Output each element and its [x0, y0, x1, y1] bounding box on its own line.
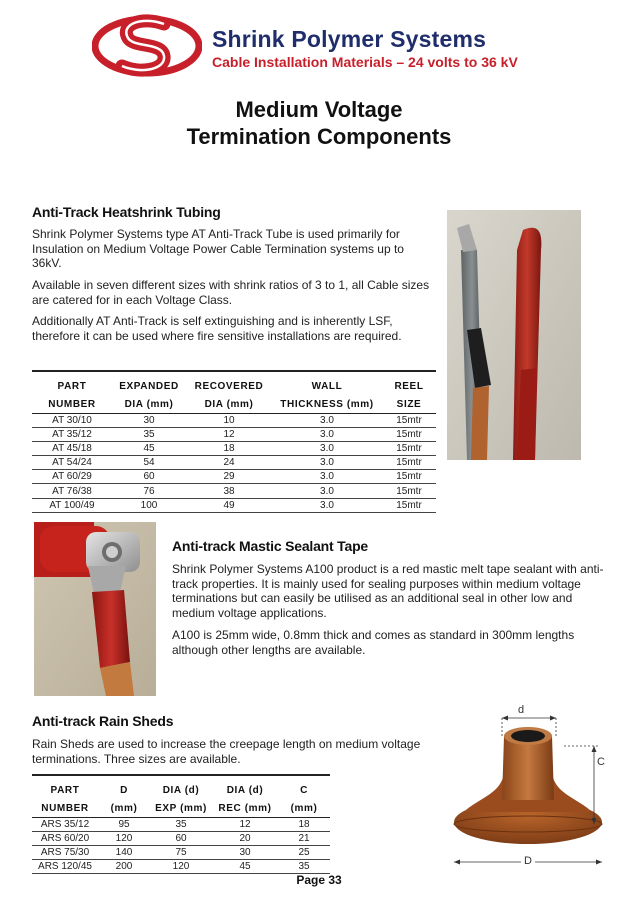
table-row: [32, 498, 436, 512]
sheds-col-header: (mm): [278, 799, 330, 818]
table-cell: ARS 35/12: [32, 818, 98, 832]
table-cell: 15mtr: [382, 484, 436, 498]
table-row: [32, 846, 330, 860]
sheds-col-header: C: [300, 784, 308, 796]
sheds-col-header: REC (mm): [212, 799, 278, 818]
sheds-paragraph-1: Rain Sheds are used to increase the creepage length on medium voltage terminations. Three sizes are available.: [32, 737, 421, 766]
table-cell: 10: [186, 414, 272, 428]
table-cell: 3.0: [272, 442, 382, 456]
table-cell: 35: [278, 860, 330, 874]
table-row: [32, 428, 436, 442]
tubing-paragraph-2: Available in seven different sizes with shrink ratios of 3 to 1, all Cable sizes are catered for in each Voltage Class.: [32, 278, 430, 307]
table-cell: AT 45/18: [32, 442, 112, 456]
tubing-col-header: RECOVERED: [194, 380, 264, 392]
tubing-col-header: NUMBER: [32, 395, 112, 414]
rain-shed-diagram: [444, 700, 614, 870]
table-cell: 15mtr: [382, 498, 436, 512]
tubing-col-header: DIA (mm): [112, 395, 186, 414]
table-cell: 20: [212, 832, 278, 846]
table-cell: ARS 120/45: [32, 860, 98, 874]
table-cell: 12: [186, 428, 272, 442]
table-cell: ARS 60/20: [32, 832, 98, 846]
mastic-paragraph-1: Shrink Polymer Systems A100 product is a red mastic melt tape sealant with anti-track properties. It is mainly used for sealing purposes within medium voltage terminations but can easily be utilised as an additional seal in other low and medium voltage applications.: [172, 562, 604, 620]
table-cell: 95: [98, 818, 150, 832]
company-tagline: Cable Installation Materials – 24 volts to 36 kV: [212, 54, 518, 70]
table-row: [32, 484, 436, 498]
table-cell: 3.0: [272, 498, 382, 512]
heatshrink-tubing-photo: [447, 210, 581, 460]
table-cell: 3.0: [272, 456, 382, 470]
table-cell: 24: [186, 456, 272, 470]
tubing-col-header: EXPANDED: [119, 380, 179, 392]
table-cell: 15mtr: [382, 470, 436, 484]
table-row: [32, 414, 436, 428]
table-cell: 29: [186, 470, 272, 484]
table-cell: 30: [212, 846, 278, 860]
company-logo: [92, 10, 202, 80]
table-cell: 18: [186, 442, 272, 456]
sheds-col-header: (mm): [98, 799, 150, 818]
table-cell: 45: [112, 442, 186, 456]
table-cell: 45: [212, 860, 278, 874]
table-cell: 3.0: [272, 428, 382, 442]
sheds-col-header: NUMBER: [32, 799, 98, 818]
table-cell: 18: [278, 818, 330, 832]
mastic-paragraph-2: A100 is 25mm wide, 0.8mm thick and comes as standard in 300mm lengths although other lengths are available.: [172, 628, 575, 657]
table-cell: 120: [98, 832, 150, 846]
table-cell: 3.0: [272, 484, 382, 498]
sheds-col-header: DIA (d): [226, 784, 264, 796]
table-cell: 100: [112, 498, 186, 512]
table-cell: 15mtr: [382, 456, 436, 470]
table-row: [32, 470, 436, 484]
tubing-table: [32, 377, 436, 513]
table-cell: 25: [278, 846, 330, 860]
tubing-paragraph-1: Shrink Polymer Systems type AT Anti-Track Tube is used primarily for Insulation on Medium Voltage Power Cable Termination systems up to 36kV.: [32, 227, 404, 270]
tubing-paragraph-3: Additionally AT Anti-Track is self extinguishing and is inherently LSF, therefore it can be used where fire sensitive installations are required.: [32, 314, 402, 343]
sheds-col-header: D: [120, 784, 128, 796]
tubing-table-top-rule: [32, 370, 436, 372]
table-cell: AT 35/12: [32, 428, 112, 442]
tubing-col-header: SIZE: [382, 395, 436, 414]
table-row: [32, 442, 436, 456]
label-big-d: D: [521, 855, 535, 867]
table-cell: 21: [278, 832, 330, 846]
mastic-tape-photo: [34, 522, 156, 696]
sheds-col-header: EXP (mm): [150, 799, 212, 818]
mastic-heading: Anti-track Mastic Sealant Tape: [172, 538, 369, 554]
table-cell: 12: [212, 818, 278, 832]
table-row: [32, 860, 330, 874]
table-cell: 15mtr: [382, 442, 436, 456]
sheds-table: [32, 781, 330, 874]
table-cell: AT 76/38: [32, 484, 112, 498]
sheds-col-header: PART: [50, 784, 80, 796]
label-d: d: [518, 704, 525, 716]
table-row: [32, 818, 330, 832]
sheds-col-header: DIA (d): [162, 784, 200, 796]
table-cell: 60: [112, 470, 186, 484]
table-cell: 140: [98, 846, 150, 860]
table-cell: 76: [112, 484, 186, 498]
tubing-col-header: REEL: [394, 380, 424, 392]
table-cell: AT 54/24: [32, 456, 112, 470]
sheds-heading: Anti-track Rain Sheds: [32, 713, 174, 729]
company-name: Shrink Polymer Systems: [212, 26, 487, 52]
sheds-table-top-rule: [32, 774, 330, 776]
table-cell: 200: [98, 860, 150, 874]
table-row: [32, 456, 436, 470]
table-cell: 120: [150, 860, 212, 874]
table-cell: 35: [112, 428, 186, 442]
tubing-col-header: THICKNESS (mm): [272, 395, 382, 414]
table-cell: ARS 75/30: [32, 846, 98, 860]
label-c: C: [597, 756, 605, 768]
tubing-col-header: PART: [57, 380, 87, 392]
table-cell: 38: [186, 484, 272, 498]
table-cell: 3.0: [272, 470, 382, 484]
table-cell: 15mtr: [382, 414, 436, 428]
table-cell: 35: [150, 818, 212, 832]
table-cell: AT 100/49: [32, 498, 112, 512]
table-cell: 30: [112, 414, 186, 428]
table-cell: 60: [150, 832, 212, 846]
table-row: [32, 832, 330, 846]
tubing-col-header: WALL: [311, 380, 343, 392]
table-cell: 54: [112, 456, 186, 470]
table-cell: 3.0: [272, 414, 382, 428]
table-cell: 15mtr: [382, 428, 436, 442]
table-cell: 49: [186, 498, 272, 512]
page-title-line2: Termination Components: [186, 124, 452, 149]
page-title-line1: Medium Voltage: [235, 97, 403, 122]
page-number: Page 33: [296, 873, 342, 887]
tubing-heading: Anti-Track Heatshrink Tubing: [32, 204, 221, 220]
table-cell: AT 30/10: [32, 414, 112, 428]
table-cell: 75: [150, 846, 212, 860]
table-cell: AT 60/29: [32, 470, 112, 484]
tubing-col-header: DIA (mm): [186, 395, 272, 414]
